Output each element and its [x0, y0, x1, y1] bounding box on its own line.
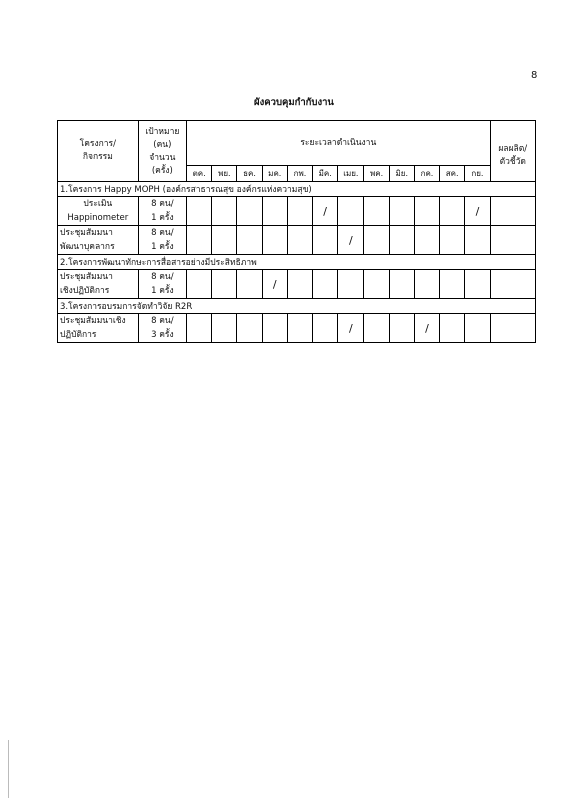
- activity-header-line2: กิจกรรม: [82, 152, 113, 162]
- target-header-line3: จำนวน: [149, 153, 176, 163]
- header-row: [58, 121, 536, 166]
- activity-name: [58, 226, 139, 255]
- activity-target: [138, 226, 186, 255]
- activity-target2: 1 ครั้ง: [151, 213, 174, 223]
- month-cell: [465, 197, 490, 226]
- section-row: [58, 182, 536, 197]
- month-header: กย.: [465, 166, 490, 182]
- activity-name-line2: เชิงปฏิบัติการ: [60, 286, 110, 296]
- month-cell: [237, 226, 262, 255]
- month-cell: [389, 197, 414, 226]
- month-header: พย.: [212, 166, 237, 182]
- month-header: กพ.: [287, 166, 312, 182]
- month-cell: [237, 270, 262, 299]
- month-cell: [187, 226, 212, 255]
- month-cell: [414, 226, 439, 255]
- month-cell: [237, 197, 262, 226]
- activity-name: [58, 314, 139, 343]
- activity-header-line1: โครงการ/: [79, 139, 116, 149]
- month-cell: [465, 270, 490, 299]
- section-row: [58, 255, 536, 270]
- output-header-line1: ผลผลิต/: [498, 144, 528, 154]
- month-cell: [364, 226, 389, 255]
- activity-name-line2: Happinometer: [67, 213, 129, 223]
- month-cell: [338, 270, 364, 299]
- activity-row: [58, 314, 536, 343]
- month-cell: [212, 314, 237, 343]
- activity-target: [138, 197, 186, 226]
- activity-target1: 8 คน/: [151, 316, 174, 326]
- output-cell: [490, 314, 535, 343]
- document-title: ผังควบคุมกำกับงาน: [254, 97, 334, 108]
- section-title: 1.โครงการ Happy MOPH (องค์กรสาธารณสุข องค์กรแห่งความสุข): [58, 182, 536, 197]
- month-cell: [212, 197, 237, 226]
- activity-row: [58, 226, 536, 255]
- activity-name-line1: ประชุมสัมมนาเชิง: [60, 316, 126, 326]
- month-header: สค.: [440, 166, 465, 182]
- month-cell: [262, 270, 287, 299]
- activity-name: [58, 270, 139, 299]
- schedule-mark: /: [425, 321, 429, 335]
- month-cell: [212, 226, 237, 255]
- target-header-line4: (ครั้ง): [151, 166, 173, 176]
- target-header-line2: (คน): [153, 140, 172, 150]
- month-cell: [338, 197, 364, 226]
- activity-target1: 8 คน/: [151, 199, 174, 209]
- activity-target2: 3 ครั้ง: [151, 330, 174, 340]
- month-cell: [465, 226, 490, 255]
- activity-name-line2: ปฏิบัติการ: [60, 330, 97, 340]
- month-cell: [262, 314, 287, 343]
- month-cell: [187, 314, 212, 343]
- schedule-mark: /: [349, 233, 353, 247]
- month-cell: [364, 314, 389, 343]
- scan-edge-line: [8, 740, 9, 798]
- month-cell: [287, 197, 312, 226]
- output-cell: [490, 226, 535, 255]
- page-number: 8: [531, 70, 538, 81]
- control-schedule-table: [57, 120, 536, 343]
- month-cell: [262, 197, 287, 226]
- month-header: ธค.: [237, 166, 262, 182]
- activity-target2: 1 ครั้ง: [151, 286, 174, 296]
- month-cell: [262, 226, 287, 255]
- month-header: มิย.: [389, 166, 414, 182]
- month-cell: [440, 314, 465, 343]
- output-header-line2: ตัวชี้วัด: [499, 157, 526, 167]
- activity-name-line1: ประชุมสัมมนา: [60, 272, 113, 282]
- month-cell: [338, 314, 364, 343]
- section-title: 2.โครงการพัฒนาทักษะการสื่อสารอย่างมีประสิทธิภาพ: [58, 255, 536, 270]
- activity-target1: 8 คน/: [151, 272, 174, 282]
- month-cell: [389, 270, 414, 299]
- activity-name: [58, 197, 139, 226]
- activity-header: [58, 121, 139, 182]
- month-cell: [440, 226, 465, 255]
- month-cell: [414, 314, 439, 343]
- month-cell: [364, 270, 389, 299]
- schedule-mark: /: [475, 204, 480, 218]
- output-cell: [490, 270, 535, 299]
- month-cell: [187, 270, 212, 299]
- month-cell: [465, 314, 490, 343]
- activity-target: [138, 314, 186, 343]
- activity-target2: 1 ครั้ง: [151, 242, 174, 252]
- month-cell: [440, 197, 465, 226]
- activity-name-line1: ประชุมสัมมนา: [60, 228, 113, 238]
- output-cell: [490, 197, 535, 226]
- schedule-mark: /: [349, 321, 353, 335]
- month-cell: [287, 226, 312, 255]
- month-cell: [287, 314, 312, 343]
- month-cell: [389, 314, 414, 343]
- month-cell: [313, 226, 338, 255]
- month-header: มีค.: [313, 166, 338, 182]
- schedule-mark: /: [272, 277, 277, 291]
- month-cell: [313, 270, 338, 299]
- section-title: 3.โครงการอบรมการจัดทำวิจัย R2R: [58, 299, 536, 314]
- month-cell: [414, 197, 439, 226]
- target-header-line1: เป้าหมาย: [145, 127, 180, 137]
- month-cell: [364, 197, 389, 226]
- month-cell: [313, 314, 338, 343]
- month-cell: [389, 226, 414, 255]
- activity-target1: 8 คน/: [151, 228, 174, 238]
- activity-name-line1: ประเมิน: [83, 199, 113, 209]
- month-cell: [212, 270, 237, 299]
- month-header: มค.: [262, 166, 287, 182]
- target-header: [138, 121, 186, 182]
- activity-row: [58, 197, 536, 226]
- month-header: ตค.: [187, 166, 212, 182]
- period-header: ระยะเวลาดำเนินงาน: [187, 121, 491, 166]
- output-header: [490, 121, 535, 182]
- month-cell: [237, 314, 262, 343]
- month-cell: [414, 270, 439, 299]
- activity-target: [138, 270, 186, 299]
- month-cell: [338, 226, 364, 255]
- month-cell: [187, 197, 212, 226]
- activity-name-line2: พัฒนาบุคลากร: [60, 242, 115, 252]
- activity-row: [58, 270, 536, 299]
- month-header: พค.: [364, 166, 389, 182]
- month-cell: [287, 270, 312, 299]
- section-row: [58, 299, 536, 314]
- month-cell: [313, 197, 338, 226]
- month-cell: [440, 270, 465, 299]
- month-header: เมย.: [338, 166, 364, 182]
- month-header: กค.: [414, 166, 439, 182]
- schedule-mark: /: [323, 204, 328, 218]
